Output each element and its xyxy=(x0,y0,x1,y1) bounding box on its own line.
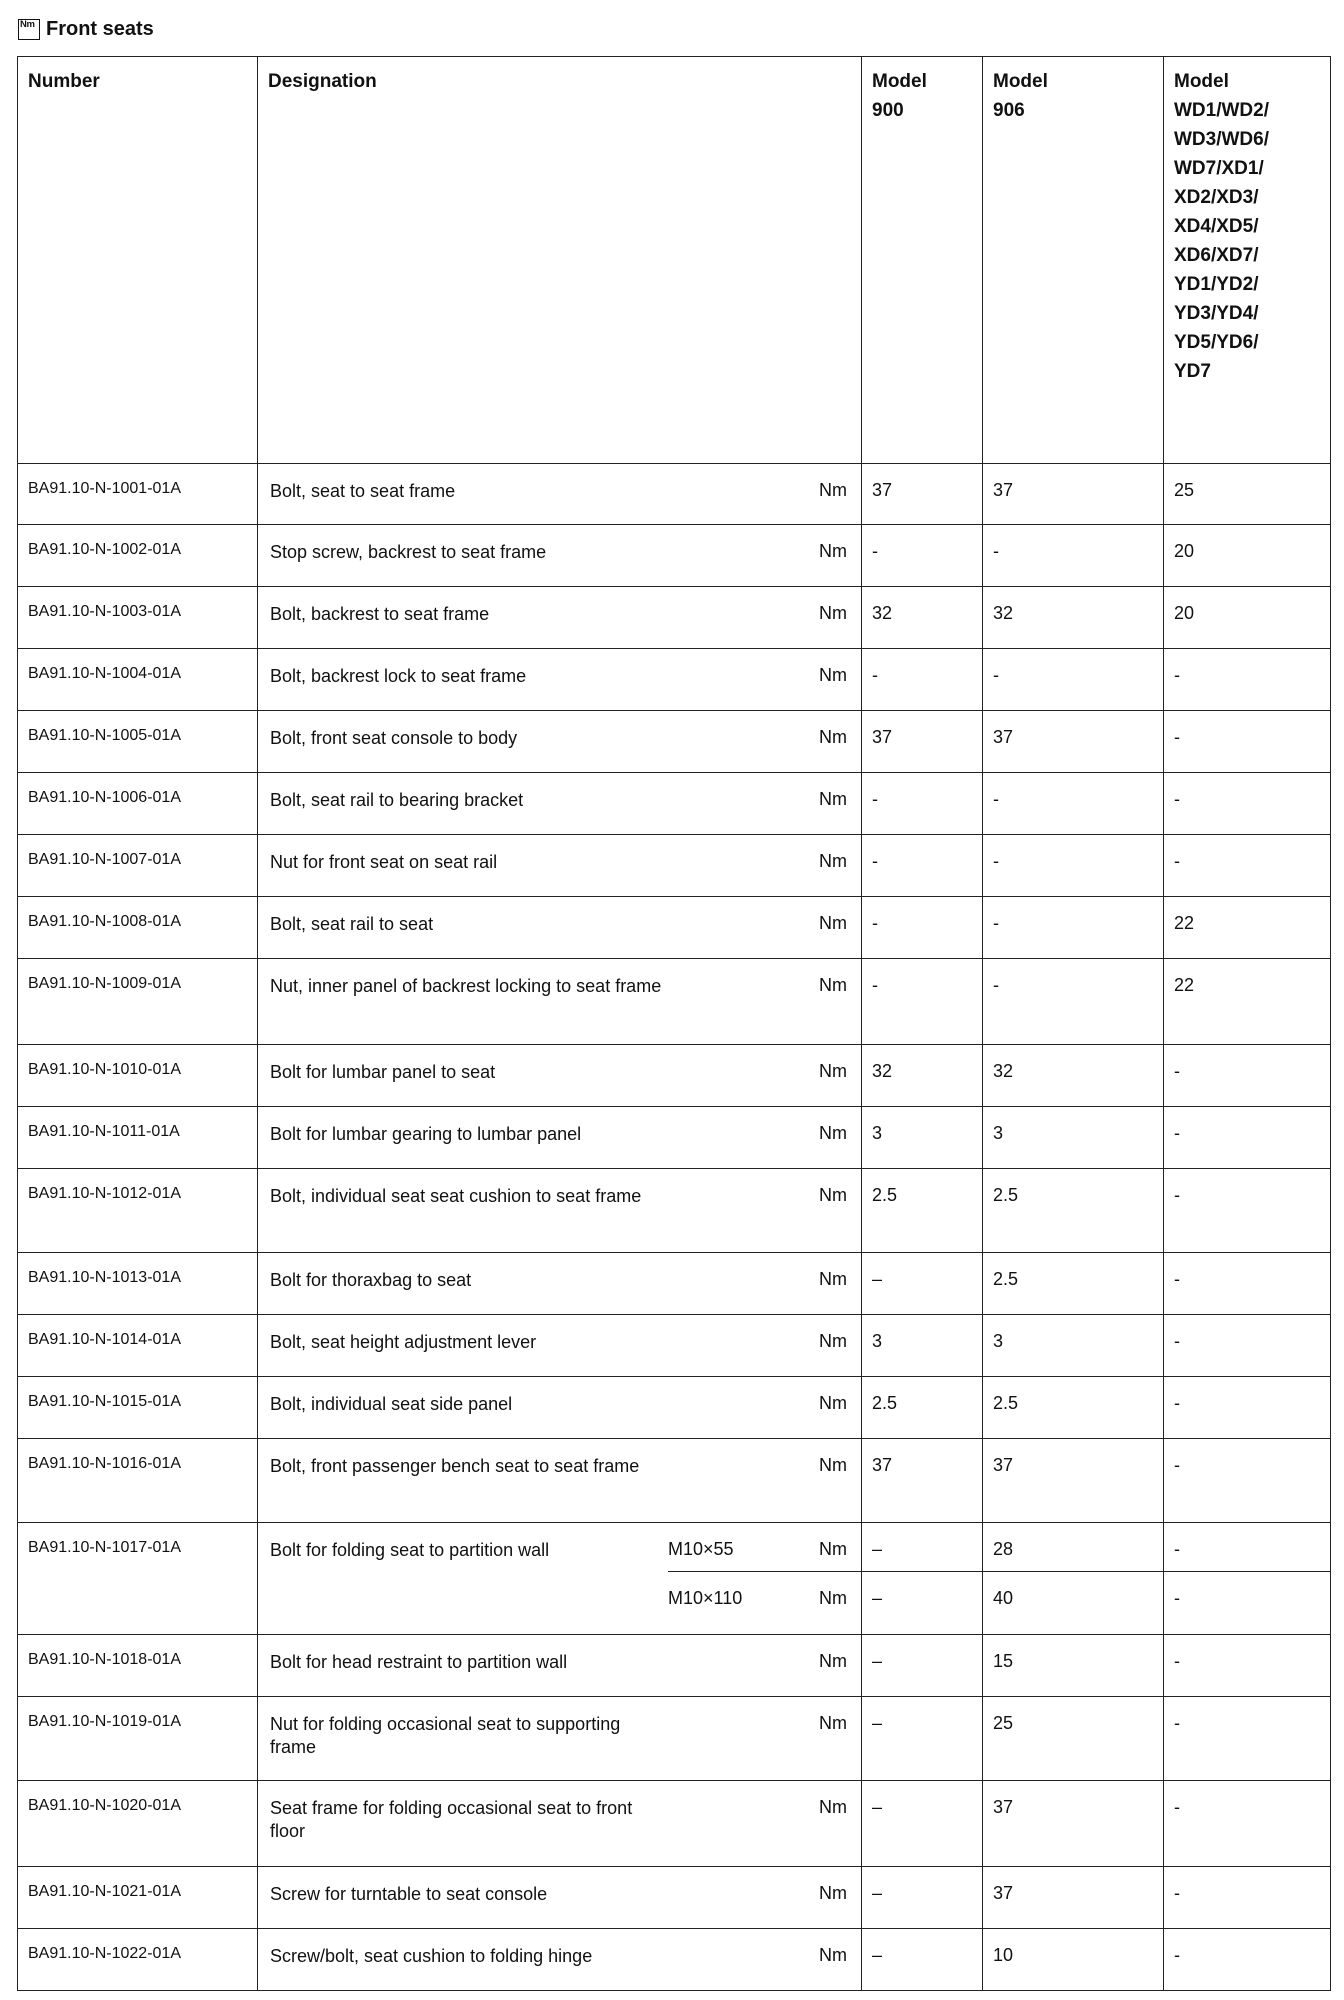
header-model-906-line: Model xyxy=(993,71,1048,92)
header-model-wd-line: WD3/WD6/ xyxy=(1174,129,1269,150)
table-row xyxy=(18,525,1331,587)
designation-size xyxy=(668,773,768,812)
designation-wrap xyxy=(258,1315,861,1354)
designation-size xyxy=(668,1929,768,1968)
cell-number: BA91.10-N-1006-01A xyxy=(18,773,258,835)
cell-model-906: 2.5 xyxy=(983,1377,1164,1439)
designation-text: Screw/bolt, seat cushion to folding hinge xyxy=(270,1946,593,1966)
designation-text: Seat frame for folding occasional seat to front floor xyxy=(270,1798,633,1841)
header-model-wd-line: XD2/XD3/ xyxy=(1174,187,1259,208)
designation-size: M10×110 xyxy=(668,1588,743,1608)
table-row xyxy=(18,649,1331,711)
header-model-wd-line: XD6/XD7/ xyxy=(1174,245,1259,266)
cell-model-900: - xyxy=(862,773,983,835)
designation-unit: Nm xyxy=(819,727,847,747)
table-row xyxy=(18,773,1331,835)
cell-designation xyxy=(258,1781,862,1867)
designation-unit: Nm xyxy=(819,1393,847,1413)
designation-text: Bolt, seat rail to seat xyxy=(270,914,434,934)
designation-unit: Nm xyxy=(819,1185,847,1205)
designation-text: Bolt, backrest lock to seat frame xyxy=(270,666,527,686)
cell-model-900: – xyxy=(862,1929,983,1991)
cell-designation xyxy=(258,1377,862,1439)
cell-model-wd: - xyxy=(1164,1635,1331,1697)
cell-number: BA91.10-N-1009-01A xyxy=(18,959,258,1045)
size-line xyxy=(668,1571,861,1620)
cell-model-906: - xyxy=(983,525,1164,587)
designation-size xyxy=(668,1253,768,1292)
designation-wrap xyxy=(258,1253,861,1292)
table-row xyxy=(18,835,1331,897)
header-model-906 xyxy=(983,57,1164,464)
cell-designation xyxy=(258,587,862,649)
designation-size xyxy=(668,1045,768,1084)
designation-wrap xyxy=(258,1523,861,1620)
cell-number: BA91.10-N-1002-01A xyxy=(18,525,258,587)
designation-wrap xyxy=(258,1635,861,1674)
designation-wrap xyxy=(258,1697,861,1759)
designation-text: Screw for turntable to seat console xyxy=(270,1884,548,1904)
cell-designation xyxy=(258,1169,862,1253)
value-sub: 28 xyxy=(993,1539,1014,1559)
torque-nm-icon: Nm xyxy=(18,19,40,40)
section-title-text: Front seats xyxy=(46,17,154,40)
designation-size xyxy=(668,1697,768,1759)
cell-model-900: 3 xyxy=(862,1107,983,1169)
cell-model-906: 37 xyxy=(983,464,1164,525)
table-row xyxy=(18,1781,1331,1867)
designation-text: Bolt, front passenger bench seat to seat frame xyxy=(270,1456,640,1476)
designation-wrap xyxy=(258,897,861,936)
table-row xyxy=(18,1929,1331,1991)
cell-model-906: 37 xyxy=(983,1439,1164,1523)
designation-text: Bolt, front seat console to body xyxy=(270,728,518,748)
cell-model-906: 10 xyxy=(983,1929,1164,1991)
table-row xyxy=(18,959,1331,1045)
designation-unit: Nm xyxy=(819,541,847,561)
cell-designation xyxy=(258,1697,862,1781)
cell-model-wd: - xyxy=(1164,1045,1331,1107)
cell-designation xyxy=(258,773,862,835)
cell-number: BA91.10-N-1012-01A xyxy=(18,1169,258,1253)
cell-model-906: 15 xyxy=(983,1635,1164,1697)
cell-number: BA91.10-N-1007-01A xyxy=(18,835,258,897)
cell-model-wd: - xyxy=(1164,1697,1331,1781)
cell-model-906: 2.5 xyxy=(983,1253,1164,1315)
designation-wrap xyxy=(258,464,861,503)
table-row xyxy=(18,587,1331,649)
section-title xyxy=(18,16,154,42)
cell-number: BA91.10-N-1004-01A xyxy=(18,649,258,711)
cell-model-wd: 22 xyxy=(1164,959,1331,1045)
header-model-wd-line: XD4/XD5/ xyxy=(1174,216,1259,237)
designation-wrap xyxy=(258,1377,861,1416)
cell-model-wd: - xyxy=(1164,1315,1331,1377)
cell-model-wd: 20 xyxy=(1164,587,1331,649)
cell-designation xyxy=(258,649,862,711)
cell-number: BA91.10-N-1021-01A xyxy=(18,1867,258,1929)
header-model-900-line: Model xyxy=(872,71,927,92)
designation-text: Bolt for thoraxbag to seat xyxy=(270,1270,472,1290)
cell-model-900: 37 xyxy=(862,464,983,525)
cell-number: BA91.10-N-1003-01A xyxy=(18,587,258,649)
cell-model-wd: - xyxy=(1164,649,1331,711)
header-designation: Designation xyxy=(258,57,862,464)
designation-unit: Nm xyxy=(819,1651,847,1671)
cell-model-wd: - xyxy=(1164,1377,1331,1439)
designation-size xyxy=(668,464,768,503)
designation-size xyxy=(668,1635,768,1674)
designation-unit: Nm xyxy=(819,665,847,685)
cell-model-900: - xyxy=(862,835,983,897)
designation-wrap xyxy=(258,1439,861,1478)
table-row xyxy=(18,711,1331,773)
size-stack xyxy=(668,1523,861,1620)
cell-number: BA91.10-N-1022-01A xyxy=(18,1929,258,1991)
designation-unit: Nm xyxy=(819,1945,847,1965)
cell-model-900: – xyxy=(862,1635,983,1697)
cell-designation xyxy=(258,835,862,897)
cell-model-906: 2.5 xyxy=(983,1169,1164,1253)
cell-model-906: 25 xyxy=(983,1697,1164,1781)
table-row xyxy=(18,1045,1331,1107)
cell-designation xyxy=(258,1045,862,1107)
designation-unit: Nm xyxy=(819,789,847,809)
cell-number: BA91.10-N-1013-01A xyxy=(18,1253,258,1315)
header-model-wd-line: WD1/WD2/ xyxy=(1174,100,1269,121)
cell-model-900: – xyxy=(862,1867,983,1929)
cell-model-906: 32 xyxy=(983,1045,1164,1107)
cell-designation xyxy=(258,897,862,959)
cell-model-906: 37 xyxy=(983,1781,1164,1867)
designation-unit: Nm xyxy=(819,1061,847,1081)
cell-number: BA91.10-N-1020-01A xyxy=(18,1781,258,1867)
cell-model-906: - xyxy=(983,897,1164,959)
table-row xyxy=(18,1697,1331,1781)
cell-designation xyxy=(258,1253,862,1315)
cell-number: BA91.10-N-1019-01A xyxy=(18,1697,258,1781)
designation-unit: Nm xyxy=(819,1713,847,1733)
designation-text: Bolt, backrest to seat frame xyxy=(270,604,490,624)
cell-number: BA91.10-N-1016-01A xyxy=(18,1439,258,1523)
cell-designation xyxy=(258,525,862,587)
designation-text: Nut for folding occasional seat to supporting frame xyxy=(270,1714,621,1757)
designation-text: Bolt, seat to seat frame xyxy=(270,481,456,501)
cell-number: BA91.10-N-1014-01A xyxy=(18,1315,258,1377)
designation-wrap xyxy=(258,835,861,874)
designation-text: Stop screw, backrest to seat frame xyxy=(270,542,547,562)
designation-wrap xyxy=(258,1867,861,1906)
cell-model-900: – xyxy=(862,1781,983,1867)
designation-unit: Nm xyxy=(819,480,847,500)
cell-number: BA91.10-N-1010-01A xyxy=(18,1045,258,1107)
table-body xyxy=(18,464,1331,1991)
designation-wrap xyxy=(258,1169,861,1208)
size-line xyxy=(668,1523,861,1571)
header-model-wd-line: WD7/XD1/ xyxy=(1174,158,1264,179)
designation-text: Bolt, seat height adjustment lever xyxy=(270,1332,537,1352)
header-model-900-line: 900 xyxy=(872,100,904,121)
designation-size xyxy=(668,587,768,626)
designation-unit: Nm xyxy=(819,1269,847,1289)
designation-unit: Nm xyxy=(819,1539,847,1559)
cell-model-900: – xyxy=(862,1253,983,1315)
cell-model-900: 3 xyxy=(862,1315,983,1377)
header-row xyxy=(18,57,1331,464)
cell-designation xyxy=(258,1315,862,1377)
cell-m906 xyxy=(983,1523,1164,1635)
designation-wrap xyxy=(258,587,861,626)
cell-model-906: 37 xyxy=(983,1867,1164,1929)
cell-mw xyxy=(1164,1523,1331,1635)
cell-model-906: - xyxy=(983,773,1164,835)
cell-number: BA91.10-N-1015-01A xyxy=(18,1377,258,1439)
table-row xyxy=(18,1377,1331,1439)
designation-size xyxy=(668,1315,768,1354)
table-row xyxy=(18,1439,1331,1523)
designation-size xyxy=(668,525,768,564)
designation-text: Bolt for head restraint to partition wall xyxy=(270,1652,568,1672)
cell-designation xyxy=(258,711,862,773)
value-sub: 40 xyxy=(983,1571,1163,1619)
cell-designation xyxy=(258,1439,862,1523)
cell-designation xyxy=(258,959,862,1045)
cell-model-906: - xyxy=(983,959,1164,1045)
cell-model-wd: - xyxy=(1164,1169,1331,1253)
cell-model-wd: 25 xyxy=(1164,464,1331,525)
designation-wrap xyxy=(258,959,861,998)
cell-number: BA91.10-N-1001-01A xyxy=(18,464,258,525)
designation-size xyxy=(668,1867,768,1906)
designation-text: Bolt for lumbar gearing to lumbar panel xyxy=(270,1124,582,1144)
table-row xyxy=(18,1315,1331,1377)
designation-wrap xyxy=(258,525,861,564)
value-stack xyxy=(1164,1523,1330,1619)
cell-model-wd: - xyxy=(1164,835,1331,897)
designation-text: Bolt, individual seat side panel xyxy=(270,1394,513,1414)
cell-number: BA91.10-N-1005-01A xyxy=(18,711,258,773)
designation-unit: Nm xyxy=(819,975,847,995)
header-model-wd-line: YD3/YD4/ xyxy=(1174,303,1259,324)
cell-model-wd: - xyxy=(1164,1781,1331,1867)
value-sub: – xyxy=(862,1571,982,1619)
designation-wrap xyxy=(258,773,861,812)
designation-text: Bolt for lumbar panel to seat xyxy=(270,1062,496,1082)
cell-model-900: 32 xyxy=(862,1045,983,1107)
designation-size xyxy=(668,1377,768,1416)
designation-wrap xyxy=(258,1107,861,1146)
designation-wrap xyxy=(258,1929,861,1968)
table-row xyxy=(18,1635,1331,1697)
designation-text: Bolt, seat rail to bearing bracket xyxy=(270,790,524,810)
table-row xyxy=(18,1169,1331,1253)
cell-number: BA91.10-N-1008-01A xyxy=(18,897,258,959)
designation-wrap xyxy=(258,1781,861,1843)
header-model-wd-line: YD5/YD6/ xyxy=(1174,332,1259,353)
cell-designation xyxy=(258,1107,862,1169)
header-number: Number xyxy=(18,57,258,464)
header-model-wd-line: YD7 xyxy=(1174,361,1211,382)
value-stack xyxy=(983,1523,1163,1619)
designation-unit: Nm xyxy=(819,1123,847,1143)
cell-model-906: - xyxy=(983,649,1164,711)
table-row xyxy=(18,1867,1331,1929)
cell-model-900: 37 xyxy=(862,711,983,773)
value-stack xyxy=(862,1523,982,1619)
cell-model-wd: - xyxy=(1164,711,1331,773)
designation-wrap xyxy=(258,1045,861,1084)
table-row xyxy=(18,464,1331,525)
designation-size xyxy=(668,1169,768,1208)
designation-wrap xyxy=(258,711,861,750)
designation-unit: Nm xyxy=(819,851,847,871)
value-sub: - xyxy=(1174,1539,1180,1559)
cell-number: BA91.10-N-1017-01A xyxy=(18,1523,258,1635)
cell-model-906: 3 xyxy=(983,1107,1164,1169)
cell-model-900: 32 xyxy=(862,587,983,649)
designation-unit: Nm xyxy=(819,913,847,933)
designation-size xyxy=(668,1439,768,1478)
cell-m900 xyxy=(862,1523,983,1635)
designation-text: Bolt for folding seat to partition wall xyxy=(270,1540,550,1560)
designation-unit: Nm xyxy=(819,1588,847,1608)
designation-unit: Nm xyxy=(819,1797,847,1817)
cell-model-900: 37 xyxy=(862,1439,983,1523)
cell-designation xyxy=(258,464,862,525)
cell-model-900: 2.5 xyxy=(862,1377,983,1439)
cell-model-906: 37 xyxy=(983,711,1164,773)
designation-size: M10×55 xyxy=(668,1539,734,1559)
designation-size xyxy=(668,959,768,998)
value-sub: – xyxy=(872,1539,883,1559)
cell-model-900: - xyxy=(862,897,983,959)
cell-model-wd: - xyxy=(1164,1867,1331,1929)
cell-number: BA91.10-N-1018-01A xyxy=(18,1635,258,1697)
cell-model-900: - xyxy=(862,649,983,711)
value-sub: - xyxy=(1164,1571,1330,1619)
table-row xyxy=(18,897,1331,959)
designation-unit: Nm xyxy=(819,603,847,623)
header-model-900 xyxy=(862,57,983,464)
cell-designation xyxy=(258,1635,862,1697)
cell-model-900: - xyxy=(862,959,983,1045)
header-model-wd-line: Model xyxy=(1174,71,1229,92)
cell-designation xyxy=(258,1523,862,1635)
designation-unit: Nm xyxy=(819,1883,847,1903)
cell-designation xyxy=(258,1867,862,1929)
header-model-906-line: 906 xyxy=(993,100,1025,121)
cell-model-wd: 20 xyxy=(1164,525,1331,587)
cell-model-900: - xyxy=(862,525,983,587)
torque-table xyxy=(17,56,1331,1991)
cell-designation xyxy=(258,1929,862,1991)
designation-text: Nut for front seat on seat rail xyxy=(270,852,498,872)
cell-model-900: 2.5 xyxy=(862,1169,983,1253)
header-model-wd-line: YD1/YD2/ xyxy=(1174,274,1259,295)
table-row-split xyxy=(18,1523,1331,1635)
designation-size xyxy=(668,649,768,688)
designation-size xyxy=(668,835,768,874)
designation-unit: Nm xyxy=(819,1455,847,1475)
cell-model-wd: - xyxy=(1164,1253,1331,1315)
cell-model-906: - xyxy=(983,835,1164,897)
designation-size xyxy=(668,1107,768,1146)
table-row xyxy=(18,1107,1331,1169)
cell-model-906: 32 xyxy=(983,587,1164,649)
cell-model-900: – xyxy=(862,1697,983,1781)
designation-size xyxy=(668,1781,768,1843)
table-row xyxy=(18,1253,1331,1315)
cell-model-wd: - xyxy=(1164,773,1331,835)
designation-text: Bolt, individual seat seat cushion to seat frame xyxy=(270,1186,642,1206)
cell-model-wd: - xyxy=(1164,1439,1331,1523)
cell-number: BA91.10-N-1011-01A xyxy=(18,1107,258,1169)
header-model-wd xyxy=(1164,57,1331,464)
designation-unit: Nm xyxy=(819,1331,847,1351)
designation-text: Nut, inner panel of backrest locking to seat frame xyxy=(270,976,662,996)
designation-size xyxy=(668,711,768,750)
cell-model-wd: 22 xyxy=(1164,897,1331,959)
cell-model-wd: - xyxy=(1164,1107,1331,1169)
cell-model-906: 3 xyxy=(983,1315,1164,1377)
designation-wrap xyxy=(258,649,861,688)
cell-model-wd: - xyxy=(1164,1929,1331,1991)
designation-size xyxy=(668,897,768,936)
